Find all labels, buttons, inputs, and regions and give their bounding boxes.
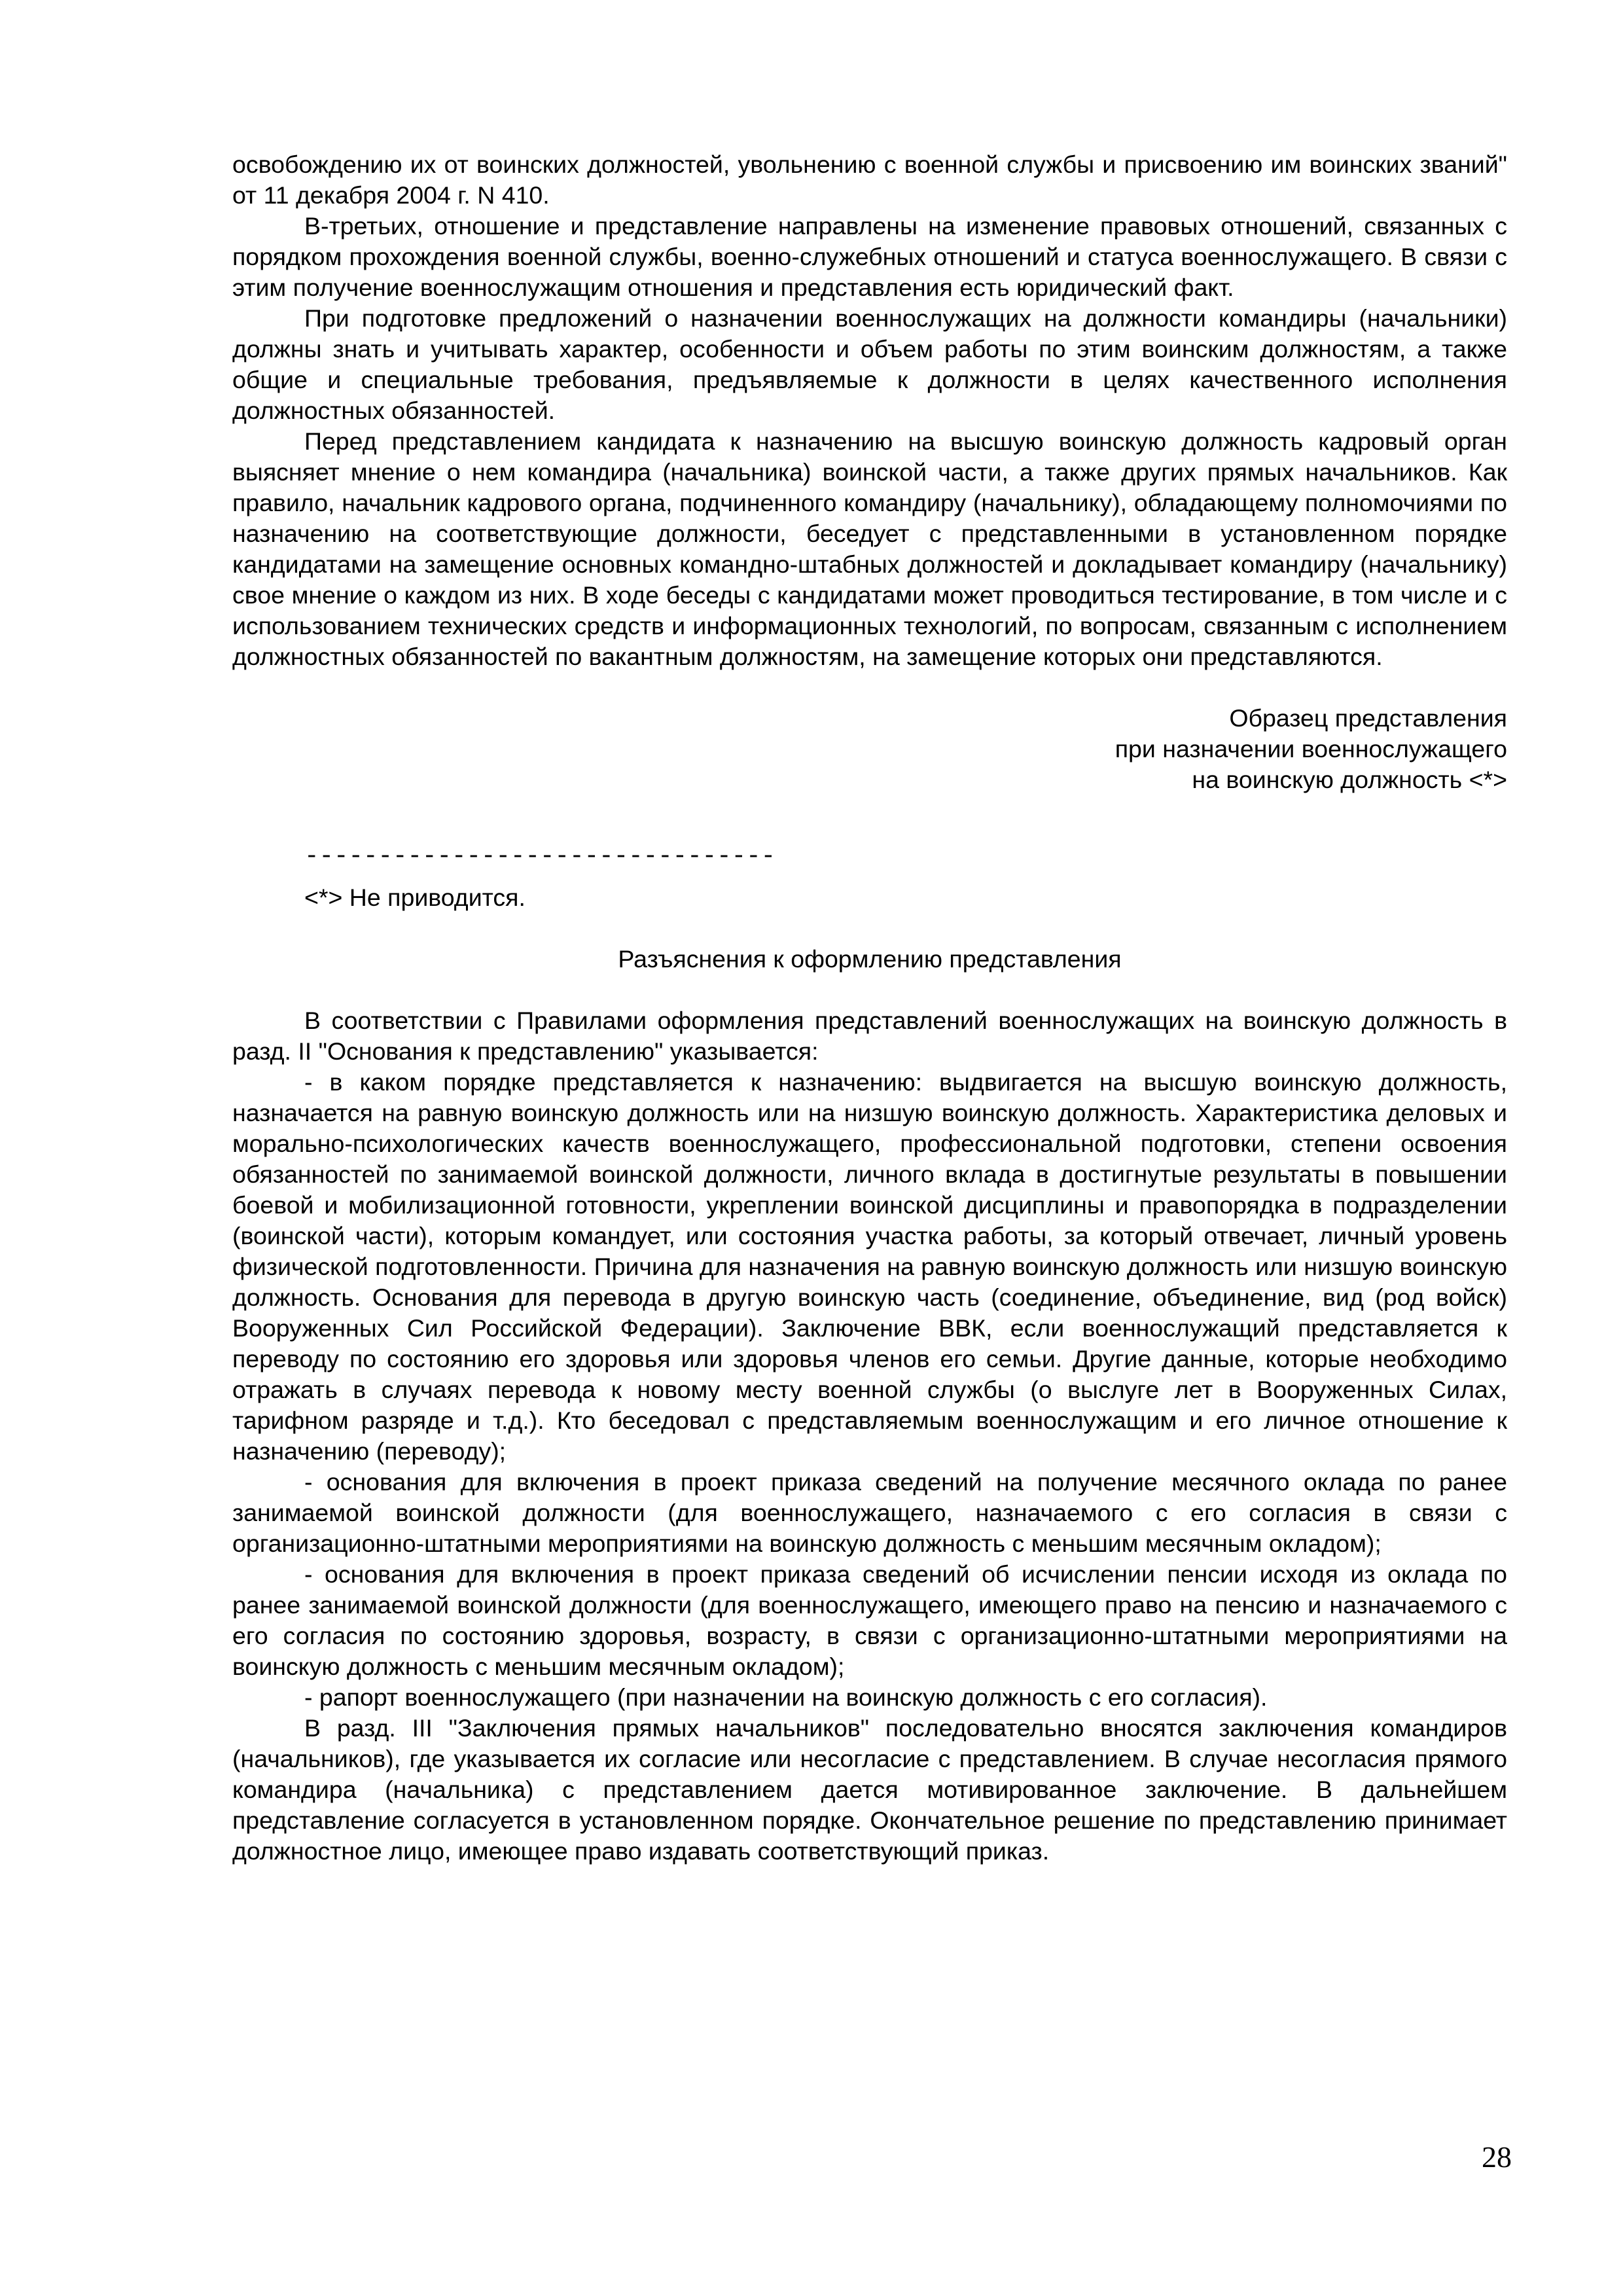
section-heading: Разъяснения к оформлению представления: [618, 945, 1122, 973]
sample-caption-line: Образец представления: [1229, 704, 1507, 732]
list-item-order: - в каком порядке представляется к назначению: выдвигается на высшую воинскую должность, назначается на равную воинскую должность или на низшую воинскую должность. Характеристика деловых и морально-психологических качеств военнослужащего, профессиональной подготовки, степени освоения обязанностей по занимаемой воинской должности, личного вклада в достигнутые результаты в повышении боевой и мобилизационной готовности, укреплении воинской дисциплины и правопорядка в подразделении (воинской части), которым командует, или состояния участка работы, за который отвечает, личный уровень физической подготовленности. Причина для назначения на равную воинскую должность или низшую воинскую должность. Основания для перевода в другую воинскую часть (соединение, объединение, вид (род войск) Вооруженных Сил Российской Федерации). Заключение ВВК, если военнослужащий представляется к переводу по состоянию его здоровья или здоровья членов его семьи. Другие данные, которые необходимо отражать в случаях перевода к новому месту военной службы (о выслуге лет в Вооруженных Силах, тарифном разряде и т.д.). Кто беседовал с представляемым военнослужащим и его личное отношение к назначению (переводу);: [232, 1068, 1507, 1465]
sample-caption-line: на воинскую должность <*>: [1192, 766, 1507, 793]
footnote-text: <*> Не приводится.: [304, 884, 526, 911]
sample-caption: [232, 703, 1507, 795]
list-item-report: - рапорт военнослужащего (при назначении на воинскую должность с его согласия).: [304, 1683, 1268, 1711]
sample-caption-line: при назначении военнослужащего: [1115, 735, 1507, 762]
list-item-pension: - основания для включения в проект приказа сведений об исчислении пенсии исходя из оклада по ранее занимаемой воинской должности (для военнослужащего, имеющего право на пенсию и назначаемого с его согласия по состоянию здоровья, возрасту, в связи с организационно-штатными мероприятиями на воинскую должность с меньшим месячным окладом);: [232, 1560, 1507, 1680]
footnote-separator: --------------------------------: [304, 847, 776, 867]
paragraph-preparation: При подготовке предложений о назначении военнослужащих на должности командиры (начальники) должны знать и учитывать характер, особенности и объем работы по этим воинским должностям, а также общие и специальные требования, предъявляемые к должности в целях качественного исполнения должностных обязанностей.: [232, 304, 1507, 424]
paragraph-continuation: освобождению их от воинских должностей, увольнению с военной службы и присвоению им воинских званий" от 11 декабря 2004 г. N 410.: [232, 151, 1507, 209]
paragraph-third-point: В-третьих, отношение и представление направлены на изменение правовых отношений, связанных с порядком прохождения военной службы, военно-служебных отношений и статуса военнослужащего. В связи с этим получение военнослужащим отношения и представления есть юридический факт.: [232, 212, 1507, 301]
paragraph-explanation-intro: В соответствии с Правилами оформления представлений военнослужащих на воинскую должность в разд. II "Основания к представлению" указывается:: [232, 1007, 1507, 1065]
list-item-salary: - основания для включения в проект приказа сведений на получение месячного оклада по ранее занимаемой воинской должности (для военнослужащего, назначаемого с его согласия в связи с организационно-штатными мероприятиями на воинскую должность с меньшим месячным окладом);: [232, 1468, 1507, 1557]
paragraph-candidate: Перед представлением кандидата к назначению на высшую воинскую должность кадровый орган выясняет мнение о нем командира (начальника) воинской части, а также других прямых начальников. Как правило, начальник кадрового органа, подчиненного командиру (начальнику), обладающему полномочиями по назначению на соответствующие должности, беседует с представленными в установленном порядке кандидатами на замещение основных командно-штабных должностей и докладывает командиру (начальнику) свое мнение о каждом из них. В ходе беседы с кандидатами может проводиться тестирование, в том числе и с использованием технических средств и информационных технологий, по вопросам, связанным с исполнением должностных обязанностей по вакантным должностям, на замещение которых они представляются.: [232, 427, 1507, 670]
page-content: [232, 149, 1507, 1867]
paragraph-section-three: В разд. III "Заключения прямых начальников" последовательно вносятся заключения командиров (начальников), где указывается их согласие или несогласие с представлением. В случае несогласия прямого командира (начальника) с представлением дается мотивированное заключение. В дальнейшем представление согласуется в установленном порядке. Окончательное решение по представлению принимает должностное лицо, имеющее право издавать соответствующий приказ.: [232, 1714, 1507, 1865]
page-number: 28: [1482, 2140, 1512, 2174]
